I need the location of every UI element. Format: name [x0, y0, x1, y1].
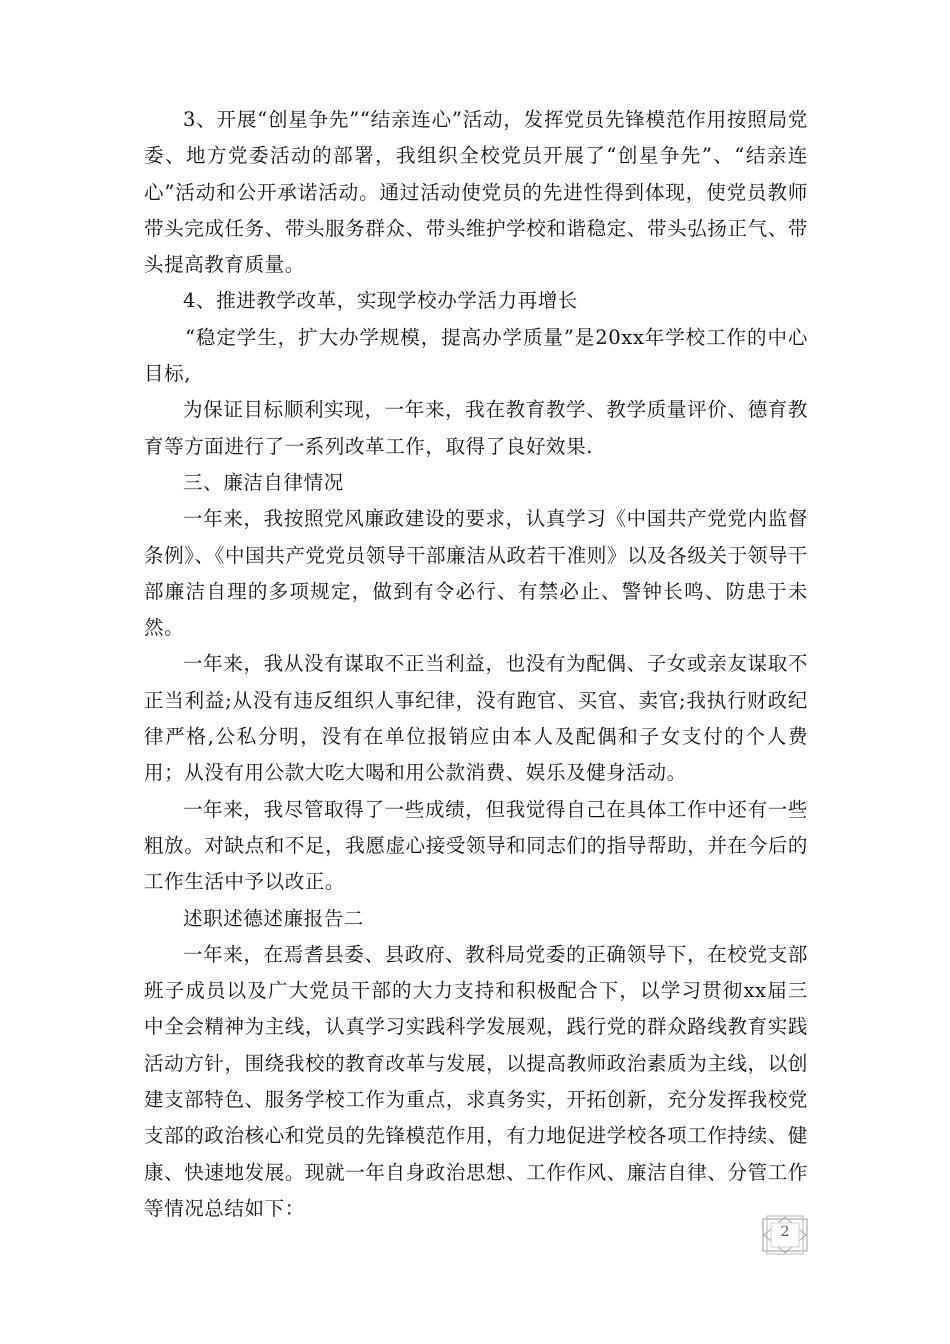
paragraph-reform-results: 为保证目标顺利实现，一年来，我在教育教学、教学质量评价、德育教育等方面进行了一系列改革工作，取得了良好效果.	[144, 398, 808, 458]
paragraph-teaching-reform-heading: 4、推进教学改革，实现学校办学活力再增长	[183, 289, 578, 313]
report-two-title: 述职述德述廉报告二	[183, 906, 364, 930]
section-heading-integrity: 三、廉洁自律情况	[183, 470, 344, 494]
document-body	[144, 102, 808, 1227]
paragraph-goal: “稳定学生，扩大办学规模，提高办学质量”是20xx年学校工作的中心目标,	[144, 325, 808, 386]
paragraph-report-two-intro: 一年来，在焉耆县委、县政府、教科局党委的正确领导下，在校党支部班子成员以及广大党员干部的大力支持和积极配合下，以学习贯彻xx届三中全会精神为主线，认真学习实践科学发展观，践行党的群众路线教育实践活动方针，围绕我校的教育改革与发展，以提高教师政治素质为主线，以创建支部特色、服务学校工作为重点，求真务实，开拓创新，充分发挥我校党支部的政治核心和党员的先锋模范作用，有力地促进学校各项工作持续、健康、快速地发展。现就一年自身政治思想、工作作风、廉洁自律、分管工作等情况总结如下：	[144, 942, 808, 1220]
paragraph-study-regulations: 一年来，我按照党风廉政建设的要求，认真学习《中国共产党党内监督条例》、《中国共产党党员领导干部廉洁从政若干准则》以及各级关于领导干部廉洁自理的多项规定，做到有令必行、有禁必止、警钟长鸣、防患于未然。	[144, 507, 808, 640]
page-number-badge	[762, 1215, 808, 1255]
paragraph-activities: 3、开展“创星争先”“结亲连心”活动，发挥党员先锋模范作用按照局党委、地方党委活动的部署，我组织全校党员开展了“创星争先”、“结亲连心”活动和公开承诺活动。通过活动使党员的先进性得到体现，使党员教师带头完成任务、带头服务群众、带头维护学校和谐稳定、带头弘扬正气、带头提高教育质量。	[144, 108, 808, 277]
paragraph-shortcomings: 一年来，我尽管取得了一些成绩，但我觉得自己在具体工作中还有一些粗放。对缺点和不足，我愿虚心接受领导和同志们的指导帮助，并在今后的工作生活中予以改正。	[144, 797, 808, 894]
paragraph-no-improper-gain: 一年来，我从没有谋取不正当利益，也没有为配偶、子女或亲友谋取不正当利益;从没有违反组织人事纪律，没有跑官、买官、卖官;我执行财政纪律严格,公私分明，没有在单位报销应由本人及配偶和子女支付的个人费用；从没有用公款大吃大喝和用公款消费、娱乐及健身活动。	[144, 652, 808, 785]
page-number: 2	[780, 1224, 790, 1240]
